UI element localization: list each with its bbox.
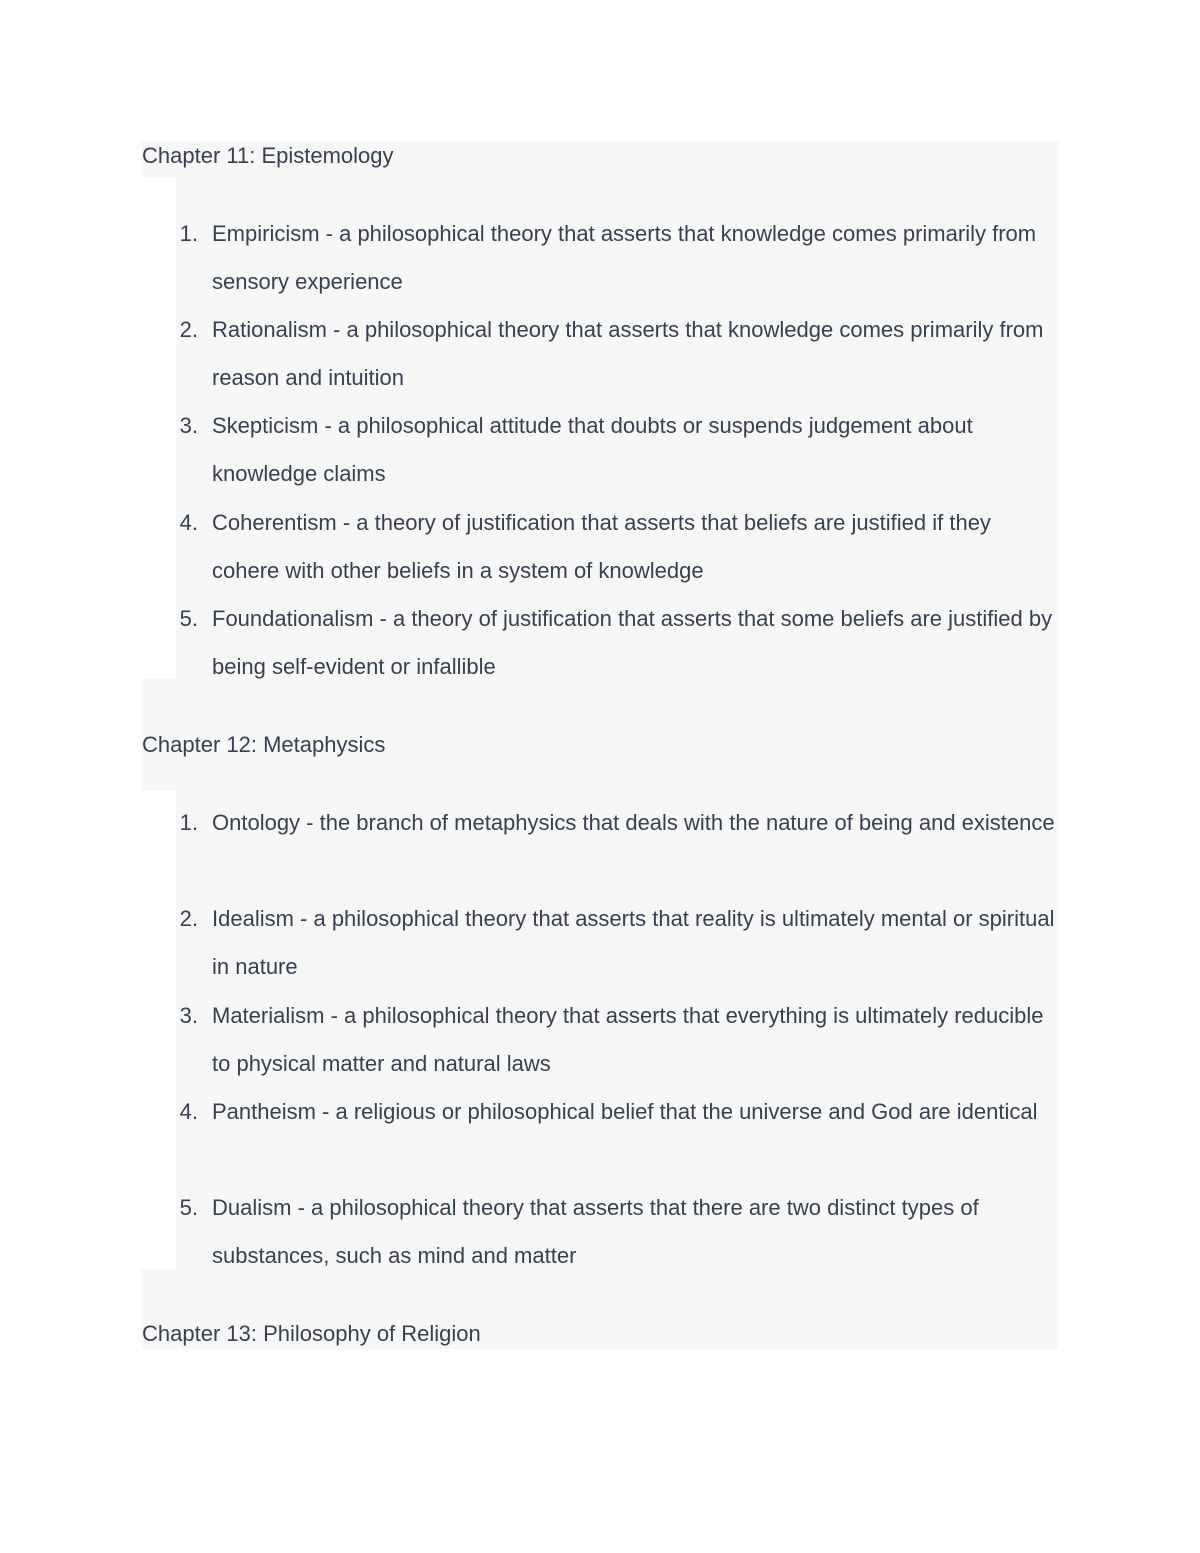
- list-item-number: 1.: [179, 221, 198, 246]
- list-item-number: 2.: [179, 906, 198, 931]
- list-item-number: 2.: [179, 317, 198, 342]
- list-item-text: Empiricism - a philosophical theory that asserts that knowledge comes primarily from sensory experience: [212, 221, 1037, 294]
- list-item-text: Coherentism - a theory of justification that asserts that beliefs are justified if they cohere with other beliefs in a system of knowledge: [212, 510, 991, 583]
- list-item: [0, 499, 1200, 595]
- list-item: [0, 595, 1200, 691]
- list-item-number: 3.: [179, 413, 198, 438]
- list-item-text: Rationalism - a philosophical theory that asserts that knowledge comes primarily from reason and intuition: [212, 317, 1044, 390]
- list-item-number: 1.: [179, 810, 198, 835]
- list-item-text: Dualism - a philosophical theory that asserts that there are two distinct types of substances, such as mind and matter: [212, 1195, 979, 1268]
- list-item-text: Idealism - a philosophical theory that asserts that reality is ultimately mental or spiritual in nature: [212, 906, 1055, 979]
- list-item-text: Foundationalism - a theory of justification that asserts that some beliefs are justified by being self-evident or infallible: [212, 606, 1053, 679]
- list-item-number: 4.: [179, 1099, 198, 1124]
- chapter-heading: Chapter 12: Metaphysics: [142, 732, 386, 757]
- list-item: [0, 402, 1200, 498]
- list-item: [0, 1184, 1200, 1280]
- list-item-number: 5.: [179, 606, 198, 631]
- list-item: [0, 992, 1200, 1088]
- list-item: [0, 306, 1200, 402]
- chapter-heading: Chapter 11: Epistemology: [142, 143, 394, 168]
- list-item-number: 3.: [179, 1003, 198, 1028]
- list-item-text: Pantheism - a religious or philosophical belief that the universe and God are identical: [212, 1099, 1038, 1124]
- list-item: [0, 895, 1200, 991]
- list-item-text: Ontology - the branch of metaphysics that deals with the nature of being and existence: [212, 810, 1055, 835]
- list-item: [0, 1088, 1200, 1184]
- list-item-text: Skepticism - a philosophical attitude that doubts or suspends judgement about knowledge claims: [212, 413, 973, 486]
- list-item-text: Materialism - a philosophical theory that asserts that everything is ultimately reducible to physical matter and natural laws: [212, 1003, 1044, 1076]
- chapter-heading: Chapter 13: Philosophy of Religion: [142, 1321, 481, 1346]
- list-item: [0, 799, 1200, 895]
- list-item: [0, 210, 1200, 306]
- list-item-number: 4.: [179, 510, 198, 535]
- list-item-number: 5.: [179, 1195, 198, 1220]
